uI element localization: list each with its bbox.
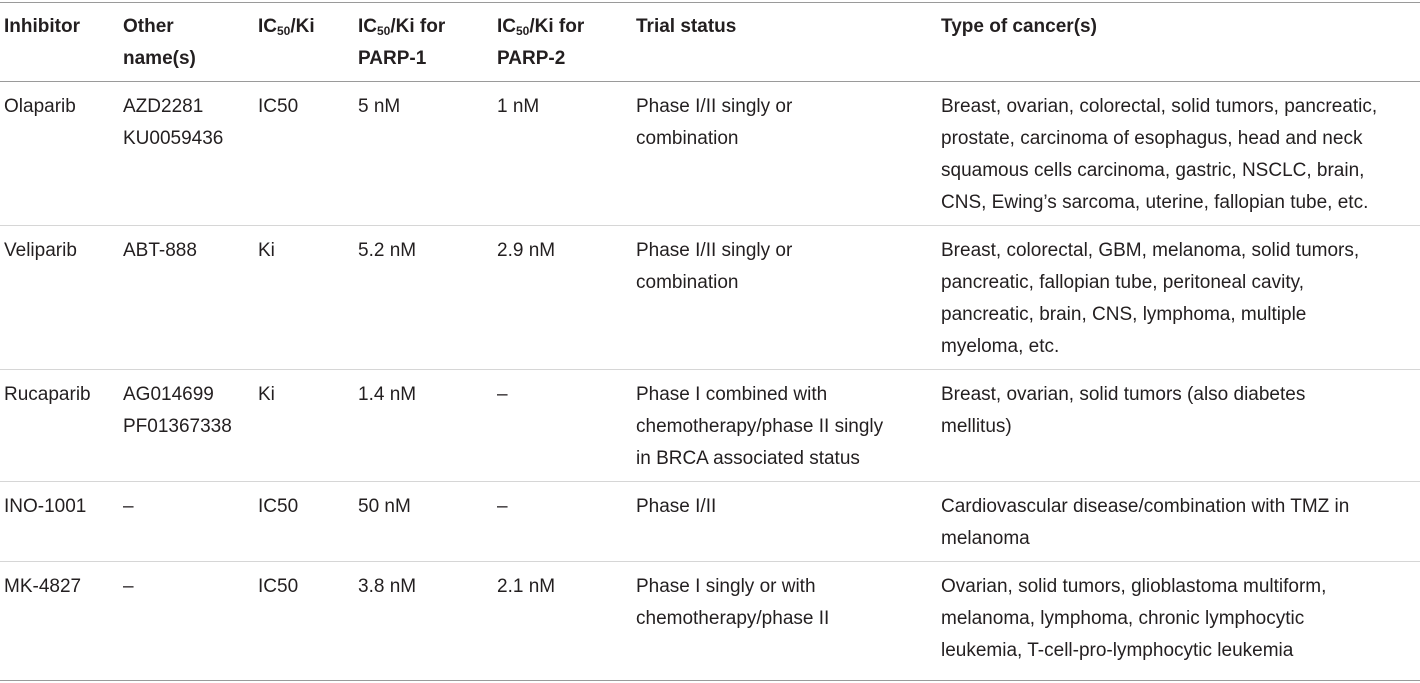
row-trial-line: combination xyxy=(636,128,739,149)
row-cancer-line: melanoma xyxy=(941,528,1030,549)
row-cancer-line: leukemia, T-cell-pro-lymphocytic leukemia xyxy=(941,640,1294,661)
row-cancer-line: Breast, colorectal, GBM, melanoma, solid tumors, xyxy=(941,240,1360,261)
row-other-name-line: PF01367338 xyxy=(123,416,232,437)
row-measure: IC50 xyxy=(258,576,299,597)
row-other-names xyxy=(123,235,197,267)
header-cancer-types: Type of cancer(s) xyxy=(941,16,1097,37)
row-separator xyxy=(0,369,1420,370)
header-parp2-prefix: IC xyxy=(497,16,516,37)
row-inhibitor: Olaparib xyxy=(4,96,76,117)
row-parp1-value: 3.8 nM xyxy=(358,576,417,597)
row-cancer-types xyxy=(941,235,1359,363)
table-header-rule xyxy=(0,81,1420,82)
row-other-names xyxy=(123,379,232,443)
row-cancer-line: Breast, ovarian, colorectal, solid tumors, pancreatic, xyxy=(941,96,1378,117)
header-ic50-ki xyxy=(258,11,315,43)
row-cancer-types xyxy=(941,571,1326,667)
row-cancer-line: Ovarian, solid tumors, glioblastoma multiform, xyxy=(941,576,1327,597)
row-trial-line: chemotherapy/phase II xyxy=(636,608,830,629)
row-other-name-line: ABT-888 xyxy=(123,240,197,261)
row-parp1-value: 5 nM xyxy=(358,96,401,117)
row-trial-line: combination xyxy=(636,272,739,293)
header-parp1-line2: PARP-1 xyxy=(358,48,427,69)
row-cancer-line: myeloma, etc. xyxy=(941,336,1060,357)
row-parp2-value: 2.1 nM xyxy=(497,576,556,597)
row-cancer-line: Cardiovascular disease/combination with TMZ in xyxy=(941,496,1350,517)
row-parp1-value: 1.4 nM xyxy=(358,384,417,405)
row-other-names xyxy=(123,491,134,523)
row-parp1-value: 5.2 nM xyxy=(358,240,417,261)
header-parp2-suffix: /Ki for xyxy=(529,16,585,37)
header-inhibitor: Inhibitor xyxy=(4,16,80,37)
row-cancer-types xyxy=(941,91,1377,219)
row-parp2-value: – xyxy=(497,384,508,405)
header-parp2-line1 xyxy=(497,11,584,43)
table-bottom-rule xyxy=(0,680,1420,681)
header-parp1 xyxy=(358,11,445,75)
row-cancer-line: squamous cells carcinoma, gastric, NSCLC, brain, xyxy=(941,160,1365,181)
row-other-name-line: – xyxy=(123,496,134,517)
row-parp1-value: 50 nM xyxy=(358,496,411,517)
row-trial-line: Phase I/II singly or xyxy=(636,96,793,117)
row-inhibitor: Rucaparib xyxy=(4,384,91,405)
row-inhibitor: MK-4827 xyxy=(4,576,82,597)
row-trial-line: Phase I/II xyxy=(636,496,717,517)
row-trial-status xyxy=(636,491,716,523)
row-trial-status xyxy=(636,235,792,299)
header-ic50-ki-prefix: IC xyxy=(258,16,277,37)
table-top-rule xyxy=(0,2,1420,3)
row-inhibitor: Veliparib xyxy=(4,240,77,261)
row-other-name-line: AZD2281 xyxy=(123,96,204,117)
row-cancer-line: melanoma, lymphoma, chronic lymphocytic xyxy=(941,608,1305,629)
row-inhibitor: INO-1001 xyxy=(4,496,87,517)
row-separator xyxy=(0,225,1420,226)
row-parp2-value: 1 nM xyxy=(497,96,540,117)
header-other-names-line2: name(s) xyxy=(123,48,196,69)
row-cancer-line: pancreatic, fallopian tube, peritoneal cavity, xyxy=(941,272,1304,293)
header-parp1-line1 xyxy=(358,11,445,43)
row-other-name-line: KU0059436 xyxy=(123,128,224,149)
header-ic50-ki-subscript: 50 xyxy=(277,24,291,38)
row-cancer-line: pancreatic, brain, CNS, lymphoma, multiple xyxy=(941,304,1307,325)
row-trial-line: Phase I/II singly or xyxy=(636,240,793,261)
row-trial-status xyxy=(636,379,883,475)
row-cancer-line: CNS, Ewing’s sarcoma, uterine, fallopian tube, etc. xyxy=(941,192,1369,213)
header-parp1-subscript: 50 xyxy=(377,24,391,38)
row-cancer-types xyxy=(941,491,1349,555)
header-other-names-line1: Other xyxy=(123,16,174,37)
row-trial-status xyxy=(636,91,792,155)
row-cancer-line: prostate, carcinoma of esophagus, head and neck xyxy=(941,128,1363,149)
row-cancer-line: mellitus) xyxy=(941,416,1012,437)
header-parp1-suffix: /Ki for xyxy=(390,16,446,37)
row-measure: IC50 xyxy=(258,96,299,117)
header-trial-status: Trial status xyxy=(636,16,737,37)
row-parp2-value: 2.9 nM xyxy=(497,240,556,261)
row-parp2-value: – xyxy=(497,496,508,517)
row-other-names xyxy=(123,571,134,603)
row-trial-line: in BRCA associated status xyxy=(636,448,860,469)
row-measure: Ki xyxy=(258,240,275,261)
header-parp2-subscript: 50 xyxy=(516,24,530,38)
row-trial-line: Phase I singly or with xyxy=(636,576,816,597)
row-measure: Ki xyxy=(258,384,275,405)
row-separator xyxy=(0,561,1420,562)
header-ic50-ki-suffix: /Ki xyxy=(290,16,315,37)
row-trial-status xyxy=(636,571,829,635)
row-other-name-line: AG014699 xyxy=(123,384,214,405)
row-other-names xyxy=(123,91,223,155)
row-trial-line: Phase I combined with xyxy=(636,384,828,405)
header-other-names xyxy=(123,11,196,75)
row-trial-line: chemotherapy/phase II singly xyxy=(636,416,884,437)
row-measure: IC50 xyxy=(258,496,299,517)
header-parp1-prefix: IC xyxy=(358,16,377,37)
header-parp2-line2: PARP-2 xyxy=(497,48,566,69)
row-cancer-types xyxy=(941,379,1305,443)
row-cancer-line: Breast, ovarian, solid tumors (also diabetes xyxy=(941,384,1306,405)
row-other-name-line: – xyxy=(123,576,134,597)
header-parp2 xyxy=(497,11,584,75)
row-separator xyxy=(0,481,1420,482)
